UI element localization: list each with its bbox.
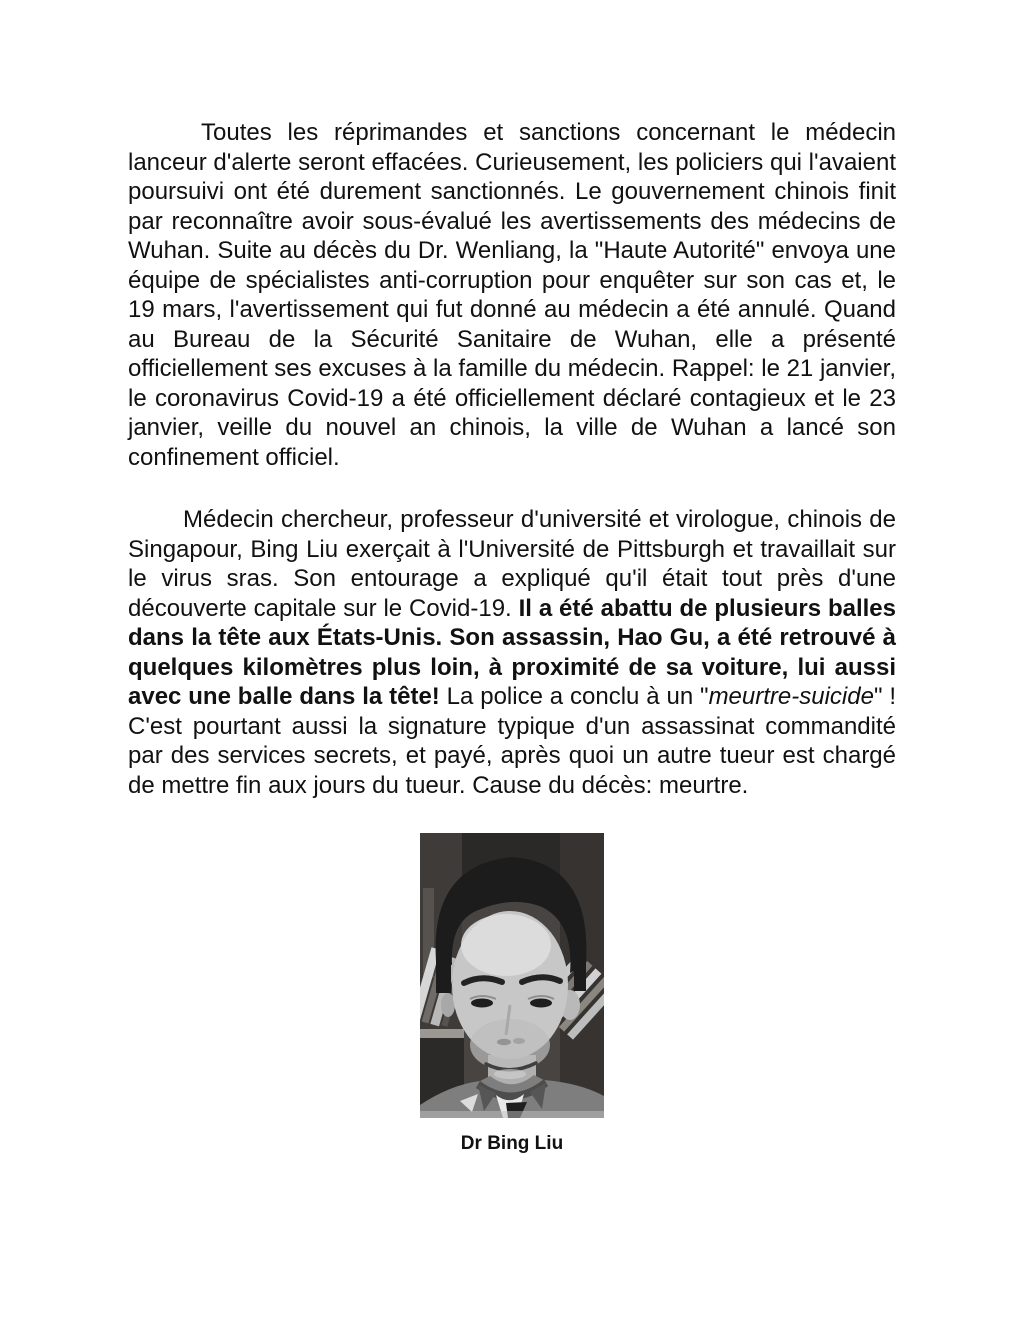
paragraph-bing-liu	[128, 505, 896, 800]
paragraph-reprimandes: Toutes les réprimandes et sanctions concernant le médecin lanceur d'alerte seront effacées. Curieusement, les policiers qui l'avaient poursuivi ont été durement sanctionnés. Le gouvernement chinois finit par reconnaître avoir sous-évalué les avertissements des médecins de Wuhan. Suite au décès du Dr. Wenliang, la "Haute Autorité" envoya une équipe de spécialistes anti-corruption pour enquêter sur son cas et, le 19 mars, l'avertissement qui fut donné au médecin a été annulé. Quand au Bureau de la Sécurité Sanitaire de Wuhan, elle a présenté officiellement ses excuses à la famille du médecin. Rappel: le 21 janvier, le coronavirus Covid-19 a été officiellement déclaré contagieux et le 23 janvier, veille du nouvel an chinois, la ville de Wuhan a lancé son confinement officiel.	[128, 119, 896, 471]
photo-figure	[128, 833, 896, 1155]
photo-caption: Dr Bing Liu	[460, 1133, 564, 1154]
paragraph-bing-liu-bold-claim: Il a été abattu de plusieurs balles dans la tête aux États-Unis. Son assassin, Hao Gu, a été retrouvé à quelques kilomètres plus loin, à proximité de sa voiture, lui aussi avec une balle dans la tête!	[128, 594, 897, 710]
paragraph-bing-liu-italic-term: meurtre-suicide	[708, 683, 874, 710]
paragraph-bing-liu-lead: Médecin chercheur, professeur d'université et virologue, chinois de Singapour, Bing Liu exerçait à l'Université de Pittsburgh et travaillait sur le virus sras. Son entourage a expliqué qu'il était tout près d'une découverte capitale sur le Covid-19.	[128, 506, 896, 622]
paragraph-bing-liu-mid: La police a conclu à un "	[439, 683, 709, 710]
paragraph-bing-liu-tail: " ! C'est pourtant aussi la signature typique d'un assassinat commandité par des services secrets, et payé, après quoi un autre tueur est chargé de mettre fin aux jours du tueur. Cause du décès: meurtre.	[128, 683, 897, 799]
portrait-photo	[420, 833, 604, 1118]
portrait-photo-graphic	[420, 833, 604, 1118]
